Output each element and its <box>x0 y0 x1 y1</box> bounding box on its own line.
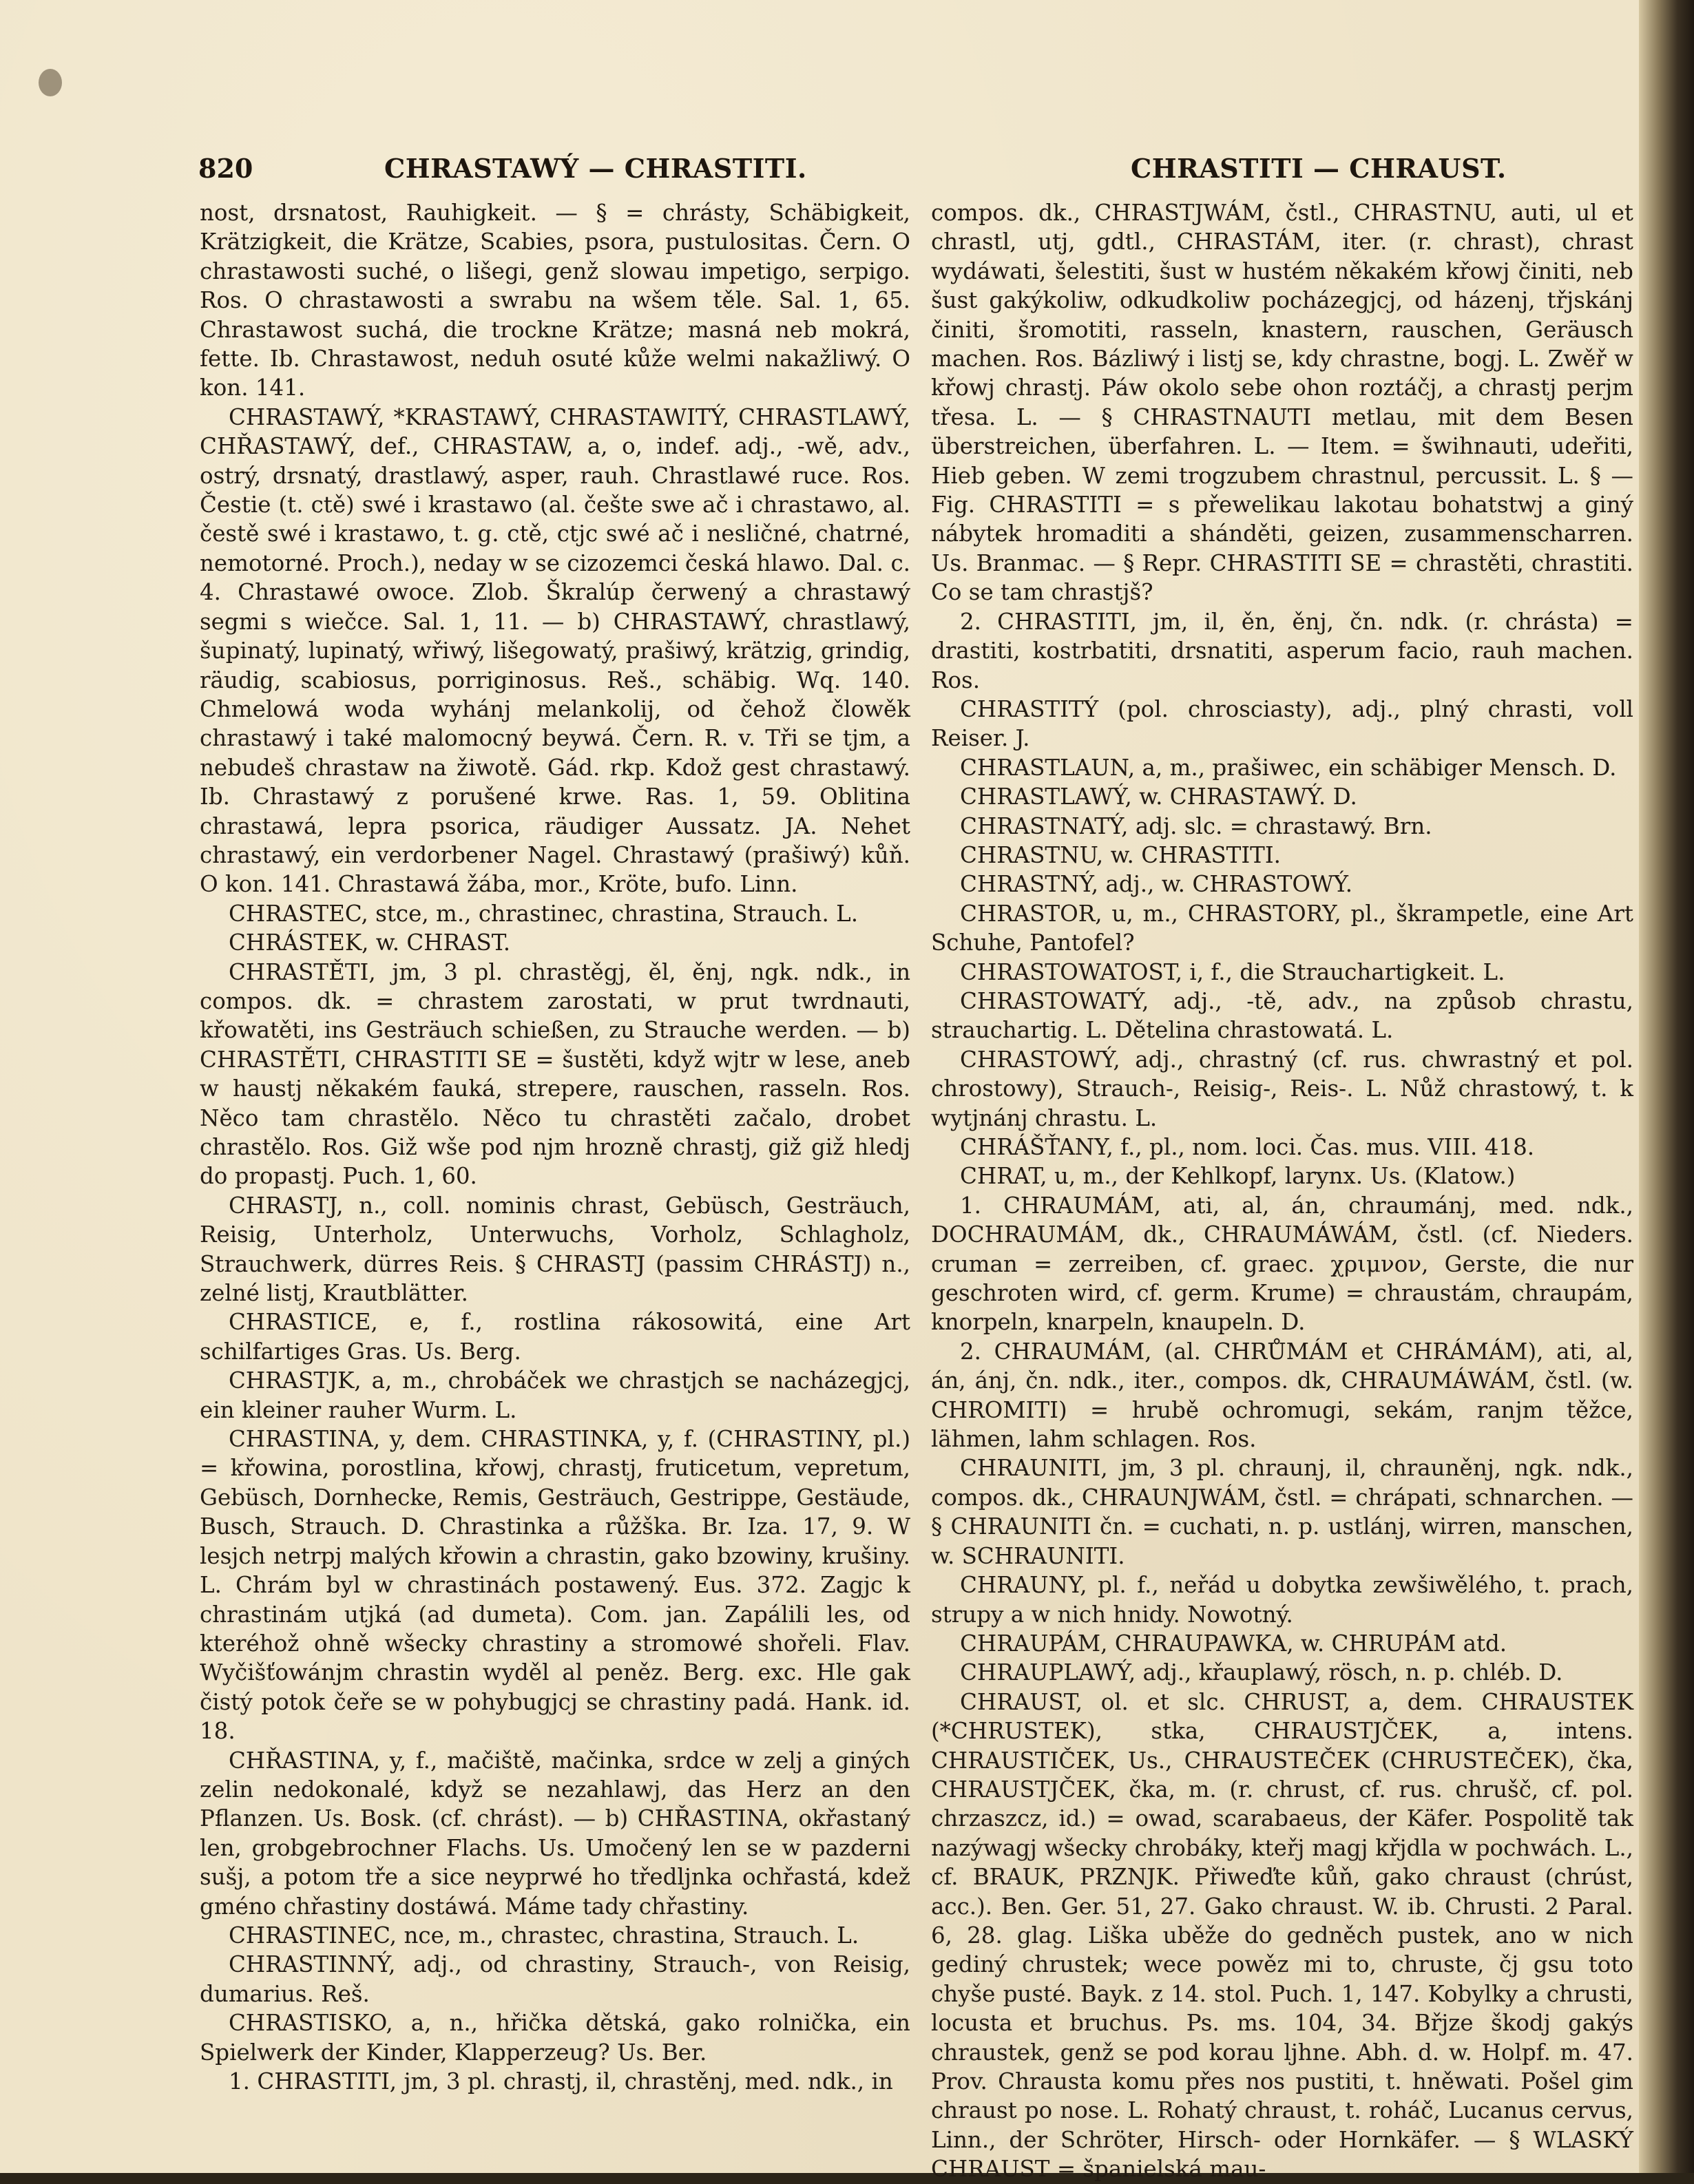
dictionary-entry: CHRÁŠŤANY, f., pl., nom. loci. Čas. mus. VIII. 418. <box>960 1134 1535 1160</box>
dictionary-entry: 2. CHRAUMÁM, (al. CHRŮMÁM et CHRÁMÁM), ati, al, án, ánj, čn. ndk., iter., compos. dk, CHRAUMÁWÁM, čstl. (w. CHROMITI) = hrubě ochromugi, sekám, ranjm těžce, lähmen, lahm schlagen. Ros. <box>931 1338 1633 1453</box>
dictionary-entry: CHRASTITÝ (pol. chrosciasty), adj., plný chrasti, voll Reiser. J. <box>931 695 1633 752</box>
right-column <box>931 198 1633 2184</box>
dictionary-entry: CHRASTNÝ, adj., w. CHRASTOWÝ. <box>960 871 1353 898</box>
dictionary-entry: CHRASTICE, e, f., rostlina rákosowitá, eine Art schilfartiges Gras. Us. Berg. <box>200 1309 910 1365</box>
page-number: 820 <box>198 153 253 184</box>
dictionary-entry: CHRASTOR, u, m., CHRASTORY, pl., škrampetle, eine Art Schuhe, Pantofel? <box>931 900 1633 956</box>
dictionary-entry: CHRASTOWÝ, adj., chrastný (cf. rus. chwrastný et pol. chrostowy), Strauch-, Reisig-, Reis-. L. Nůž chrastowý, t. k wytjnánj chrastu. L. <box>931 1046 1633 1131</box>
dictionary-entry: CHRASTNU, w. CHRASTITI. <box>960 841 1281 868</box>
dictionary-entry: CHRASTLAUN, a, m., prašiwec, ein schäbiger Mensch. D. <box>960 754 1617 781</box>
dictionary-entry: CHRÁSTEK, w. CHRAST. <box>229 930 511 956</box>
book-gutter <box>1639 0 1694 2173</box>
dictionary-entry: CHRASTJ, n., coll. nominis chrast, Gebüsch, Gesträuch, Reisig, Unterholz, Unterwuchs, Vorholz, Schlagholz, Strauchwerk, dürres Reis. § CHRASTJ (passim CHRÁSTJ) n., zelné listj, Krautblätter. <box>200 1192 910 1307</box>
running-head-left: CHRASTAWÝ — CHRASTITI. <box>384 153 807 184</box>
dictionary-entry: CHRAT, u, m., der Kehlkopf, larynx. Us. (Klatow.) <box>960 1163 1516 1190</box>
dictionary-entry: CHRASTINEC, nce, m., chrastec, chrastina, Strauch. L. <box>229 1922 859 1949</box>
running-head-right: CHRASTITI — CHRAUST. <box>1131 153 1507 184</box>
dictionary-entry: CHRASTLAWÝ, w. CHRASTAWÝ. D. <box>960 784 1357 810</box>
dictionary-entry: CHRASTISKO, a, n., hřička dětská, gako rolnička, ein Spielwerk der Kinder, Klapperzeug? Us. Ber. <box>200 2010 910 2066</box>
dictionary-entry: CHRASTINA, y, dem. CHRASTINKA, y, f. (CHRASTINY, pl.) = křowina, porostlina, křowj, chrastj, fruticetum, vepretum, Gebüsch, Dornhecke, Remis, Gesträuch, Gestrippe, Gestäude, Busch, Strauch. D. Chrastinka a růžška. Br. Iza. 17, 9. W lesjch netrpj malých křowin a chrastin, gako bzowiny, krušiny. L. Chrám byl w chrastinách postawený. Eus. 372. Zagjc k chrastinám utjká (ad dumeta). Com. jan. Zapálili les, od kteréhož ohně wšecky chrastiny a stromowé shořeli. Flav. Wyčišťowánjm chrastin wyděl al peněz. Berg. exc. Hle gak čistý potok čeře se w pohybugjcj se chrastiny padá. Hank. id. 18. <box>200 1426 910 1745</box>
dictionary-entry: CHRAUNITI, jm, 3 pl. chraunj, il, chrauněnj, ngk. ndk., compos. dk., CHRAUNJWÁM, čstl. = chrápati, schnarchen. — § CHRAUNITI čn. = cuchati, n. p. ustlánj, wirren, manschen, w. SCHRAUNITI. <box>931 1455 1633 1569</box>
dictionary-entry: CHRASTJK, a, m., chrobáček we chrastjch se nacházegjcj, ein kleiner rauher Wurm. L. <box>200 1367 910 1423</box>
dictionary-entry: CHRASTEC, stce, m., chrastinec, chrastina, Strauch. L. <box>229 900 859 927</box>
dictionary-entry: CHŘASTINA, y, f., mačiště, mačinka, srdce w zelj a giných zelin nedokonalé, když se nezahlawj, das Herz an den Pflanzen. Us. Bosk. (cf. chrást). — b) CHŘASTINA, okřastaný len, grobgebrochner Flachs. Us. Umočený len se w pazderni sušj, a potom tře a sice neyprwé ho tředljnka ochřastá, kdež gméno chřastiny dostáwá. Máme tady chřastiny. <box>200 1747 910 1920</box>
left-column <box>200 198 910 2096</box>
dictionary-entry: CHRAUNY, pl. f., neřád u dobytka zewšiwělého, t. prach, strupy a w nich hnidy. Nowotný. <box>931 1572 1633 1628</box>
dictionary-entry: CHRASTNATÝ, adj. slc. = chrastawý. Brn. <box>960 812 1432 839</box>
dictionary-entry: 1. CHRAUMÁM, ati, al, án, chraumánj, med. ndk., DOCHRAUMÁM, dk., CHRAUMÁWÁM, čstl. (cf. Nieders. cruman = zerreiben, cf. graec. χριμνον, Gerste, die nur geschroten wird, cf. germ. Krume) = chraustám, chraupám, knorpeln, knarpeln, knaupeln. D. <box>931 1192 1633 1336</box>
dictionary-entry: CHRAUPÁM, CHRAUPAWKA, w. CHRUPÁM atd. <box>960 1630 1507 1657</box>
dictionary-entry: nost, drsnatost, Rauhigkeit. — § = chrásty, Schäbigkeit, Krätzigkeit, die Krätze, Scabies, psora, pustulositas. Čern. O chrastawosti suché, o lišegi, genž slowau impetigo, serpigo. Ros. O chrastawosti a swrabu na wšem těle. Sal. 1, 65. Chrastawost suchá, die trockne Krätze; masná neb mokrá, fette. Ib. Chrastawost, neduh osuté kůže welmi nakažliwý. O kon. 141. <box>200 200 910 401</box>
dictionary-entry: CHRAUST, ol. et slc. CHRUST, a, dem. CHRAUSTEK (*CHRUSTEK), stka, CHRAUSTJČEK, a, intens. CHRAUSTIČEK, Us., CHRAUSTEČEK (CHRUSTEČEK), čka, CHRAUSTJČEK, čka, m. (r. chrust, cf. rus. chrušč, cf. pol. chrzaszcz, id.) = owad, scarabaeus, der Käfer. Pospolitě tak nazýwagj wšecky chrobáky, kteřj magj křjdla w pochwách. L., cf. BRAUK, PRZNJK. Přiweďte kůň, gako chraust (chrúst, acc.). Ben. Ger. 51, 27. Gako chraust. W. ib. Chrusti. 2 Paral. 6, 28. glag. Liška uběže do gedněch pustek, ano w nich gediný chrustek; wece powěz mi to, chruste, čj gsu toto chyše pusté. Bayk. z 14. stol. Puch. 1, 147. Kobylky a chrusti, locusta et bruchus. Ps. ms. 104, 34. Břjze škodj gakýs chraustek, genž se pod korau ljhne. Abh. d. w. Holpf. m. 47. Prov. Chrausta komu přes nos pustiti, t. hněwati. Pošel gim chraust po nose. L. Rohatý chraust, t. roháč, Lucanus cervus, Linn., der Schröter, Hirsch- oder Hornkäfer. — § WLASKÝ CHRAUST = španielská mau- <box>931 1688 1633 2183</box>
paper-blemish <box>39 69 62 96</box>
dictionary-entry: compos. dk., CHRASTJWÁM, čstl., CHRASTNU, auti, ul et chrastl, utj, gdtl., CHRASTÁM, iter. (r. chrast), chrast wydáwati, šelestiti, šust w hustém někakém křowj činiti, neb šust gakýkoliw, odkudkoliw pocházegjcj, od házenj, třjskánj činiti, šromotiti, rasseln, knastern, rauschen, Geräusch machen. Ros. Bázliwý i listj se, kdy chrastne, bogj. L. Zwěř w křowj chrastj. Páw okolo sebe ohon roztáčj, a chrastj perjm třesa. L. — § CHRASTNAUTI metlau, mit dem Besen überstreichen, überfahren. L. — Item. = šwihnauti, udeřiti, Hieb geben. W zemi trogzubem chrastnul, percussit. L. § — Fig. CHRASTITI = s přewelikau lakotau bohatstwj a giný nábytek hromaditi a shánděti, geizen, zusammenscharren. Us. Branmac. — § Repr. CHRASTITI SE = chrastěti, chrastiti. Co se tam chrastjš? <box>931 200 1633 606</box>
dictionary-entry: CHRASTOWATÝ, adj., -tě, adv., na způsob chrastu, strauchartig. L. Dětelina chrastowatá. L. <box>931 987 1633 1044</box>
dictionary-entry: 2. CHRASTITI, jm, il, ěn, ěnj, čn. ndk. (r. chrásta) = drastiti, kostrbatiti, drsnatiti, asperum facio, rauh machen. Ros. <box>931 608 1633 693</box>
dictionary-entry: CHRASTAWÝ, *KRASTAWÝ, CHRASTAWITÝ, CHRASTLAWÝ, CHŘASTAWÝ, def., CHRASTAW, a, o, indef. adj., -wě, adv., ostrý, drsnatý, drastlawý, asper, rauh. Chrastlawé ruce. Ros. Čestie (t. ctě) swé i krastawo (al. češte swe ač i chrastawo, al. čestě swé i krastawo, t. g. ctě, ctjc swé ač i nesličné, chatrné, nemotorné. Proch.), neday w se cizozemci česká hlawo. Dal. c. 4. Chrastawé owoce. Zlob. Škralúp čerwený a chrastawý segmi s wiečce. Sal. 1, 11. — b) CHRASTAWÝ, chrastlawý, šupinatý, lupinatý, wřiwý, lišegowatý, prašiwý, krätzig, grindig, räudig, scabiosus, porriginosus. Reš., schäbig. Wq. 140. Chmelowá woda wyhánj melankolij, od čehož člowěk chrastawý i také malomocný beywá. Čern. R. v. Tři se tjm, a nebudeš chrastaw na žiwotě. Gád. rkp. Kdož gest chrastawý. Ib. Chrastawý z porušené krwe. Ras. 1, 59. Oblitina chrastawá, lepra psorica, räudiger Aussatz. JA. Nehet chrastawý, ein verdorbener Nagel. Chrastawý (prašiwý) kůň. O kon. 141. Chrastawá žába, mor., Kröte, bufo. Linn. <box>200 403 910 898</box>
dictionary-entry: 1. CHRASTITI, jm, 3 pl. chrastj, il, chrastěnj, med. ndk., in <box>229 2068 893 2094</box>
dictionary-entry: CHRASTOWATOST, i, f., die Strauchartigkeit. L. <box>960 958 1505 985</box>
dictionary-entry: CHRASTĚTI, jm, 3 pl. chrastěgj, ěl, ěnj, ngk. ndk., in compos. dk. = chrastem zarostati, w prut twrdnauti, křowatěti, ins Gesträuch schießen, zu Strauche werden. — b) CHRASTĚTI, CHRASTITI SE = šustěti, když wjtr w lese, aneb w haustj někakém fauká, strepere, rauschen, rasseln. Ros. Něco tam chrastělo. Něco tu chrastěti začalo, drobet chrastělo. Ros. Giž wše pod njm hrozně chrastj, giž giž hledj do propastj. Puch. 1, 60. <box>200 958 910 1190</box>
dictionary-entry: CHRASTINNÝ, adj., od chrastiny, Strauch-, von Reisig, dumarius. Reš. <box>200 1951 910 2007</box>
dictionary-entry: CHRAUPLAWÝ, adj., křauplawý, rösch, n. p. chléb. D. <box>960 1659 1563 1686</box>
